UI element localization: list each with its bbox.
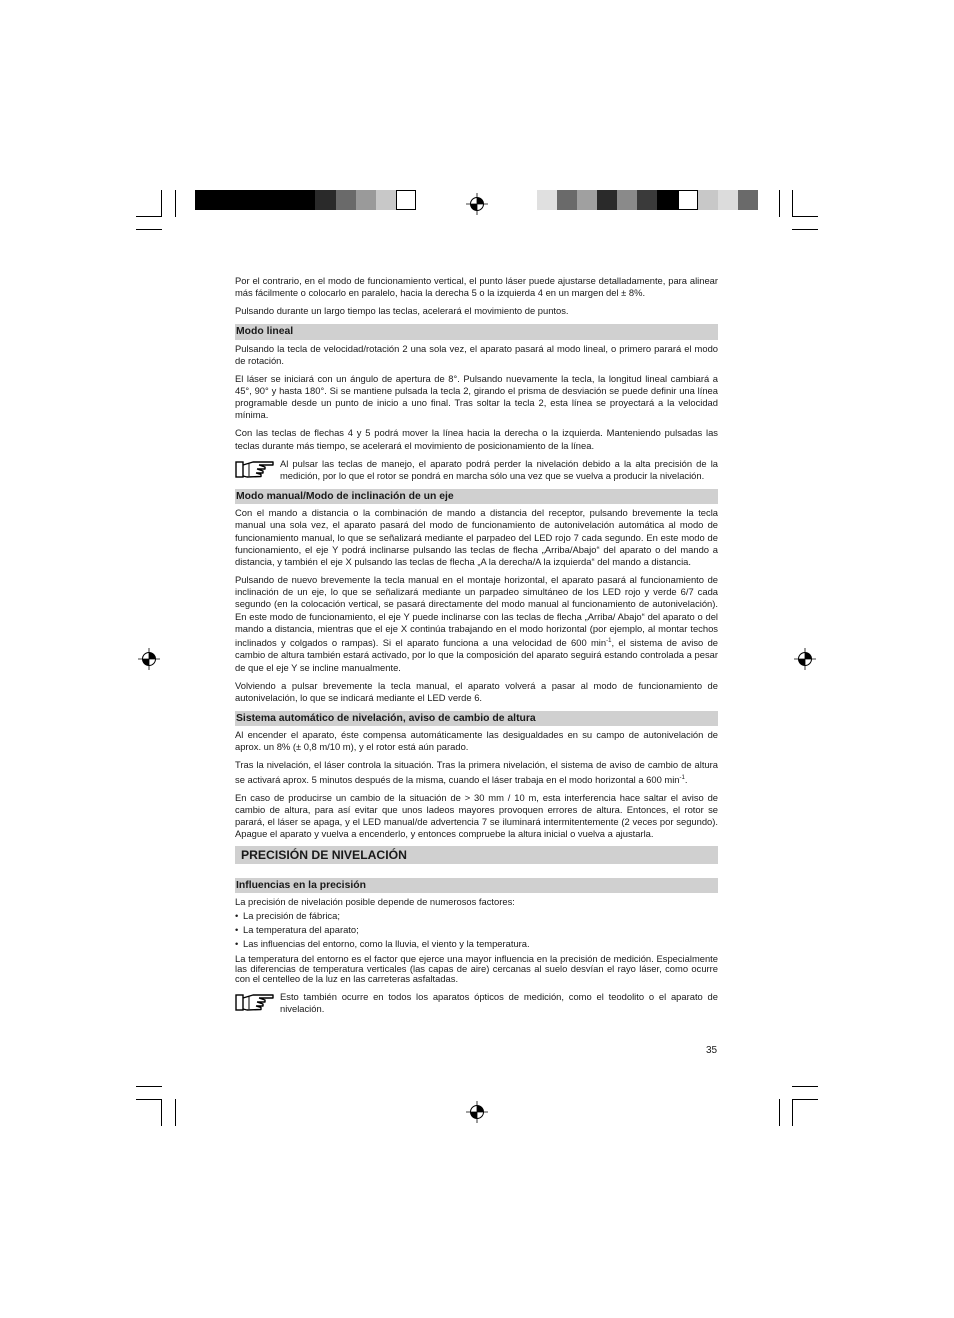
color-bar-left: [195, 190, 416, 210]
color-swatch: [255, 190, 275, 210]
color-swatch: [295, 190, 315, 210]
paragraph: Con las teclas de flechas 4 y 5 podrá mover la línea hacia la derecha o la izquierda. Manteniendo pulsadas las teclas durante más tiempo, se acelerará el movimiento de posicionamiento de la línea.: [235, 427, 718, 451]
color-swatch: [597, 190, 617, 210]
crop-mark: [779, 1099, 780, 1126]
bullet-item: • La precisión de fábrica;: [235, 910, 718, 922]
crop-mark: [792, 190, 793, 217]
crop-mark: [792, 1099, 793, 1126]
color-swatch: [195, 190, 215, 210]
color-swatch: [235, 190, 255, 210]
paragraph: La precisión de nivelación posible depende de numerosos factores:: [235, 895, 515, 907]
crop-mark: [792, 1099, 818, 1100]
section-heading: Influencias en la precisión: [235, 878, 718, 893]
color-swatch: [557, 190, 577, 210]
registration-mark-icon: [466, 193, 488, 215]
section-heading: Modo manual/Modo de inclinación de un eje: [235, 489, 718, 504]
color-swatch: [738, 190, 758, 210]
pointing-hand-icon: [235, 991, 275, 1013]
crop-mark: [792, 216, 818, 217]
color-swatch: [356, 190, 376, 210]
crop-mark: [136, 216, 162, 217]
paragraph: Pulsando la tecla de velocidad/rotación 2 una sola vez, el aparato pasará al modo lineal, o primero parará el modo de rotación.: [235, 342, 718, 366]
crop-mark: [136, 229, 162, 230]
crop-mark: [136, 1099, 162, 1100]
note: [235, 458, 718, 482]
paragraph: [235, 574, 718, 674]
color-swatch: [637, 190, 657, 210]
color-swatch: [315, 190, 335, 210]
paragraph-text: .: [684, 773, 688, 785]
color-swatch: [617, 190, 637, 210]
section-heading: Modo lineal: [235, 324, 718, 339]
crop-mark: [161, 1099, 162, 1126]
color-swatch: [577, 190, 597, 210]
section-heading: Sistema automático de nivelación, aviso de cambio de altura: [235, 711, 718, 726]
paragraph: La temperatura del entorno es el factor que ejerce una mayor influencia en la precisión de medición. Especialmente las diferencias de temperatura verticales (las capas de aire) cercanas al suelo desvían el rayo láser, como ocurre con el centelleo de la luz en las carreteras asfaltadas.: [235, 952, 718, 985]
paragraph: Con el mando a distancia o la combinación de mando a distancia del receptor, pulsando brevemente la tecla manual una sola vez, el aparato pasará del modo de funcionamiento de autonivelación automática al modo de funcionamiento manual, lo que se señalizará mediante el parpadeo del LED rojo 7 cada segundo. En este modo de funcionamiento, el eje Y podrá inclinarse pulsando las teclas de flecha „Arriba/Abajo“ del aparato o del mando a distancia, y también el eje X pulsando las teclas de flecha „A la derecha/A la izquierda“ del mando a distancia.: [235, 507, 718, 568]
note-text: Al pulsar las teclas de manejo, el aparato podrá perder la nivelación debido a la alta precisión de la medición, por lo que el rotor se pondrá en marcha sólo una vez que se vuelva a producir la nivelación.: [280, 457, 718, 481]
paragraph: En caso de producirse un cambio de la situación de > 30 mm / 10 m, esta interferencia hace saltar el aviso de cambio de altura, para así evitar que unos ladeos mayores provoquen errores de altura. Entonces, el rotor se parará, el láser se apaga, y el LED manual/de advertencia 7 se iluminará intermitentemente (2 veces por segundo). Apague el aparato y vuelva a encenderlo, y entonces compruebe la altura inicial o vuelva a ajustarla.: [235, 791, 718, 840]
paragraph: Por el contrario, en el modo de funcionamiento vertical, el punto láser puede ajustarse detalladamente, para alinear más fácilmente o colocarlo en paralelo, hacia la derecha 5 o la izquierda 4 en un margen del ± 8%.: [235, 275, 718, 299]
crop-mark: [136, 1086, 162, 1087]
crop-mark: [779, 190, 780, 217]
color-swatch: [678, 190, 698, 210]
color-swatch: [396, 190, 416, 210]
crop-mark: [161, 190, 162, 217]
pointing-hand-icon: [235, 458, 275, 480]
color-swatch: [215, 190, 235, 210]
color-swatch: [718, 190, 738, 210]
note: [235, 991, 718, 1015]
color-swatch: [657, 190, 677, 210]
registration-mark-icon: [138, 648, 160, 670]
color-swatch: [698, 190, 718, 210]
color-swatch: [376, 190, 396, 210]
bullet-item: • La temperatura del aparato;: [235, 924, 718, 936]
color-bar-right: [537, 190, 758, 210]
color-swatch: [537, 190, 557, 210]
paragraph: Pulsando durante un largo tiempo las teclas, acelerará el movimiento de puntos.: [235, 305, 569, 317]
registration-mark-icon: [794, 648, 816, 670]
paragraph: Volviendo a pulsar brevemente la tecla manual, el aparato volverá a pasar al modo de funcionamiento de autonivelación, lo que se indicará mediante el LED verde 6.: [235, 679, 718, 703]
crop-mark: [175, 1099, 176, 1126]
page-number: 35: [706, 1045, 718, 1056]
superscript: -1: [679, 774, 685, 781]
color-swatch: [275, 190, 295, 210]
paragraph: [235, 759, 718, 786]
paragraph-text: , el sistema de aviso de cambio de altura también estará activado, por lo que la composición del aparato seguirá estando controlada a pesar de que el eje Y se incline manualmente.: [235, 637, 718, 673]
paragraph-text: Tras la nivelación, el láser controla la situación. Tras la primera nivelación, el sistema de aviso de cambio de altura se activará aprox. 5 minutos después de la misma, cuando el láser trabaja en el modo horizontal a 600 min: [235, 759, 718, 785]
superscript: -1: [606, 638, 612, 645]
bullet-item: • Las influencias del entorno, como la lluvia, el viento y la temperatura.: [235, 938, 718, 950]
color-swatch: [336, 190, 356, 210]
paragraph: El láser se iniciará con un ángulo de apertura de 8°. Pulsando nuevamente la tecla, la longitud lineal cambiará a 45°, 90° y hasta 180°. Si se mantiene pulsada la tecla 2, girando el prisma de desviación se puede definir una línea programable desde un punto de inicio a uno final. Tras soltar la tecla 2, esta línea se proyectará a la velocidad mínima.: [235, 372, 718, 421]
note-text: Esto también ocurre en todos los aparatos ópticos de medición, como el teodolito o el aparato de nivelación.: [280, 990, 718, 1014]
registration-mark-icon: [466, 1101, 488, 1123]
crop-mark: [792, 229, 818, 230]
paragraph-text: Pulsando de nuevo brevemente la tecla manual en el montaje horizontal, el aparato pasará al funcionamiento de inclinación de un eje, lo que se señalizará mediante un parpadeo simultáneo de los LED rojo y verde 6/7 cada segundo (en la colocación vertical, se pasará directamente del modo manual al funcionamiento de autonivelación). En este modo de funcionamiento, el eje Y puede inclinarse con las teclas de flecha „Arriba/ Abajo“ del aparato o del mando a distancia, mientras que el eje X continúa trabajando en el modo horizontal (por ejemplo, al montar techos inclinados y colgados o rampas). Si el aparato funciona a una velocidad de 600 min: [235, 574, 718, 649]
page-content: [235, 275, 718, 1021]
chapter-heading: PRECISIÓN DE NIVELACIÓN: [235, 846, 718, 863]
crop-mark: [175, 190, 176, 217]
paragraph: Al encender el aparato, éste compensa automáticamente las desigualdades en su campo de autonivelación de aprox. un 8% (± 0,8 m/10 m), y el rotor está aún parado.: [235, 729, 718, 753]
crop-mark: [792, 1086, 818, 1087]
